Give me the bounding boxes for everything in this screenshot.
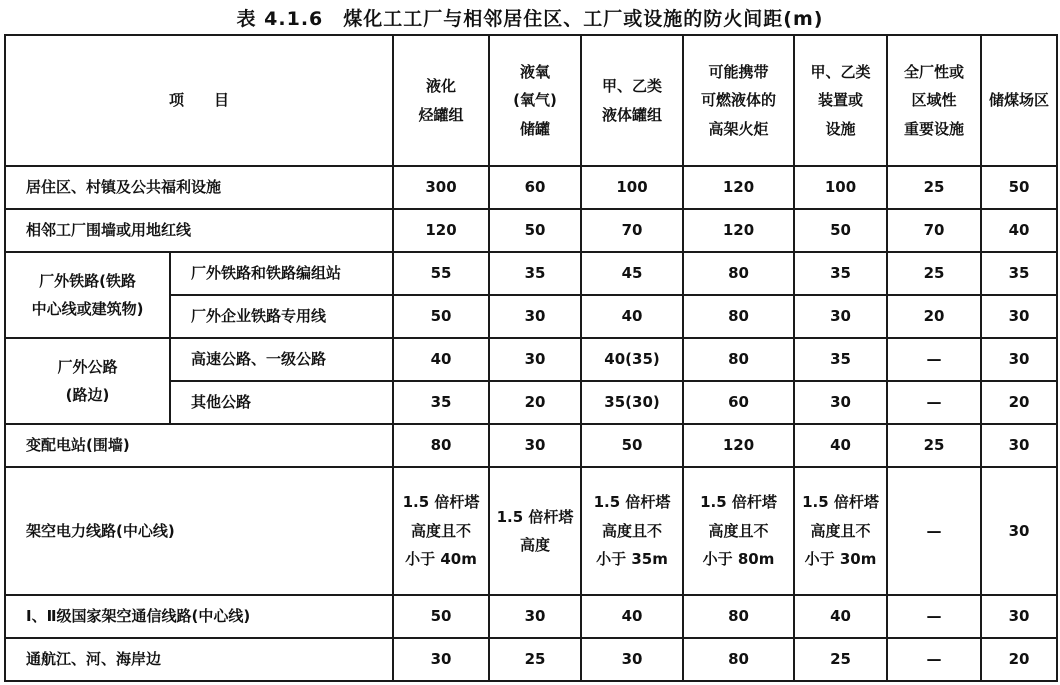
cell-value: 120 (683, 424, 794, 467)
table-row (5, 166, 1057, 209)
cell-value: 80 (683, 338, 794, 381)
cell-value: — (887, 381, 981, 424)
table-row (5, 595, 1057, 638)
row-label: 架空电力线路(中心线) (5, 467, 393, 595)
header-oxygen-tanks: 液氧 (氧气) 储罐 (489, 35, 581, 166)
cell-value: 25 (887, 424, 981, 467)
cell-value: 25 (489, 638, 581, 681)
cell-value: 40 (981, 209, 1057, 252)
table-row (5, 338, 1057, 381)
cell-value: 30 (794, 295, 887, 338)
cell-value: 35 (981, 252, 1057, 295)
cell-value: 20 (981, 638, 1057, 681)
cell-value: — (887, 467, 981, 595)
cell-value: 80 (393, 424, 489, 467)
cell-value: 80 (683, 295, 794, 338)
cell-value: 50 (393, 295, 489, 338)
header-important-facilities: 全厂性或 区域性 重要设施 (887, 35, 981, 166)
cell-value: — (887, 338, 981, 381)
cell-value: 35 (794, 252, 887, 295)
header-liquid-tanks: 甲、乙类 液体罐组 (581, 35, 683, 166)
cell-value: 55 (393, 252, 489, 295)
cell-value: — (887, 595, 981, 638)
cell-value: 80 (683, 252, 794, 295)
cell-value: 120 (683, 166, 794, 209)
table-row (5, 424, 1057, 467)
cell-value: 30 (489, 295, 581, 338)
row-label: 其他公路 (170, 381, 393, 424)
cell-value: 80 (683, 595, 794, 638)
cell-value: 60 (683, 381, 794, 424)
cell-value: 70 (887, 209, 981, 252)
cell-value: 30 (794, 381, 887, 424)
row-label: 变配电站(围墙) (5, 424, 393, 467)
cell-value: 40 (581, 295, 683, 338)
cell-value: 20 (887, 295, 981, 338)
header-flare: 可能携带 可燃液体的 高架火炬 (683, 35, 794, 166)
table-row (5, 467, 1057, 595)
cell-value: 45 (581, 252, 683, 295)
cell-value: 50 (393, 595, 489, 638)
cell-value: — (887, 638, 981, 681)
cell-value: 30 (981, 338, 1057, 381)
cell-value: 60 (489, 166, 581, 209)
cell-value: 50 (489, 209, 581, 252)
cell-value: 50 (794, 209, 887, 252)
cell-value: 40 (794, 595, 887, 638)
row-group-label: 厂外铁路(铁路 中心线或建筑物) (5, 252, 170, 338)
cell-value: 1.5 倍杆塔 高度且不 小于 30m (794, 467, 887, 595)
cell-value: 25 (887, 166, 981, 209)
cell-value: 1.5 倍杆塔 高度且不 小于 35m (581, 467, 683, 595)
row-label: 厂外铁路和铁路编组站 (170, 252, 393, 295)
cell-value: 30 (981, 295, 1057, 338)
header-item: 项 目 (5, 35, 393, 166)
cell-value: 35 (794, 338, 887, 381)
cell-value: 25 (794, 638, 887, 681)
cell-value: 25 (887, 252, 981, 295)
cell-value: 30 (489, 338, 581, 381)
cell-value: 30 (581, 638, 683, 681)
cell-value: 80 (683, 638, 794, 681)
header-lpg-tanks: 液化 烃罐组 (393, 35, 489, 166)
table-row (5, 252, 1057, 295)
cell-value: 40(35) (581, 338, 683, 381)
table-row (5, 638, 1057, 681)
cell-value: 120 (683, 209, 794, 252)
cell-value: 30 (981, 595, 1057, 638)
cell-value: 30 (489, 424, 581, 467)
table-row (5, 209, 1057, 252)
cell-value: 35(30) (581, 381, 683, 424)
cell-value: 40 (794, 424, 887, 467)
cell-value: 35 (393, 381, 489, 424)
header-coal-yard: 储煤场区 (981, 35, 1057, 166)
cell-value: 40 (393, 338, 489, 381)
cell-value: 30 (981, 424, 1057, 467)
row-label: 相邻工厂围墙或用地红线 (5, 209, 393, 252)
header-units: 甲、乙类 装置或 设施 (794, 35, 887, 166)
row-label: 高速公路、一级公路 (170, 338, 393, 381)
table-title: 表 4.1.6 煤化工工厂与相邻居住区、工厂或设施的防火间距(m) (236, 8, 824, 30)
cell-value: 70 (581, 209, 683, 252)
row-group-label: 厂外公路 (路边) (5, 338, 170, 424)
row-label: 厂外企业铁路专用线 (170, 295, 393, 338)
cell-value: 1.5 倍杆塔 高度且不 小于 80m (683, 467, 794, 595)
row-label: 通航江、河、海岸边 (5, 638, 393, 681)
cell-value: 20 (489, 381, 581, 424)
cell-value: 100 (581, 166, 683, 209)
cell-value: 30 (489, 595, 581, 638)
fire-distance-table (4, 34, 1058, 682)
cell-value: 300 (393, 166, 489, 209)
cell-value: 30 (981, 467, 1057, 595)
cell-value: 30 (393, 638, 489, 681)
cell-value: 50 (981, 166, 1057, 209)
cell-value: 1.5 倍杆塔 高度且不 小于 40m (393, 467, 489, 595)
header-row (5, 35, 1057, 166)
row-label: 居住区、村镇及公共福利设施 (5, 166, 393, 209)
cell-value: 20 (981, 381, 1057, 424)
cell-value: 100 (794, 166, 887, 209)
cell-value: 50 (581, 424, 683, 467)
cell-value: 1.5 倍杆塔 高度 (489, 467, 581, 595)
cell-value: 40 (581, 595, 683, 638)
cell-value: 120 (393, 209, 489, 252)
cell-value: 35 (489, 252, 581, 295)
row-label: Ⅰ、Ⅱ级国家架空通信线路(中心线) (5, 595, 393, 638)
